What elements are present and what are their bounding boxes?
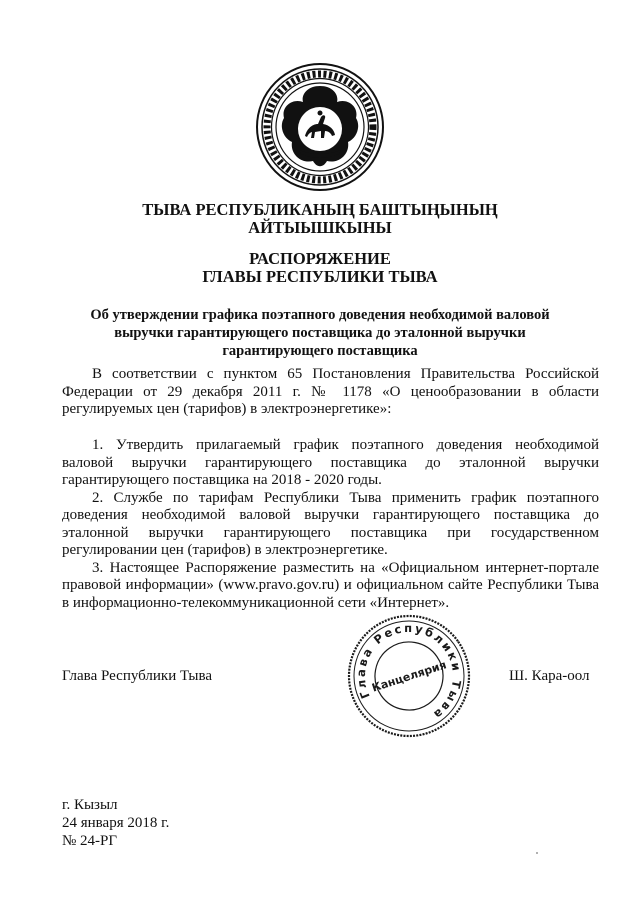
document-number: № 24-РГ — [62, 833, 118, 849]
preamble-text: В соответствии с пунктом 65 Постановления Правительства Российской Федерации от 29 декабря 2011 г. № 1178 «О ценообразовании в области регулируемых цен (тарифов) в электроэнергетике»: — [62, 366, 599, 417]
order-item-3: 3. Настоящее Распоряжение разместить на «Официальном интернет-портале правовой информации» (www.pravo.gov.ru) и официальном сайте Республики Тыва в информационно-телекоммуникационной сети «Интернет». — [62, 559, 599, 611]
document-type-line1: РАСПОРЯЖЕНИЕ — [249, 249, 391, 268]
order-items — [62, 437, 599, 612]
tyva-coat-of-arms-icon — [255, 62, 385, 192]
signatory-name: Ш. Кара-оол — [509, 668, 590, 684]
place-of-signing: г. Кызыл — [62, 797, 118, 813]
issuer-title — [0, 201, 640, 237]
svg-text:Канцелярия: Канцелярия — [370, 658, 448, 695]
issuer-title-line2: АЙТЫЫШКЫНЫ — [248, 218, 392, 237]
signatory-position: Глава Республики Тыва — [62, 668, 213, 684]
preamble — [62, 366, 599, 419]
document-type — [0, 250, 640, 286]
scan-speck — [536, 852, 538, 854]
order-item-1: 1. Утвердить прилагаемый график поэтапного доведения необходимой валовой выручки гарантирующего поставщика до эталонной выручки гарантирующего поставщика на 2018 - 2020 годы. — [62, 437, 599, 488]
document-date: 24 января 2018 г. — [62, 815, 170, 831]
order-item-2: 2. Службе по тарифам Республики Тыва применить график поэтапного доведения необходимой валовой выручки гарантирующего поставщика до эталонной выручки гарантирующего поставщика при государственном регулировании цен (тарифов) в электроэнергетике. — [62, 489, 599, 558]
svg-text:Глава Республики Тыва: Глава Республики Тыва — [353, 620, 465, 724]
document-subject-line1: Об утверждении графика поэтапного доведения необходимой валовой — [90, 307, 550, 323]
document-type-line2: ГЛАВЫ РЕСПУБЛИКИ ТЫВА — [202, 267, 438, 286]
document-subject — [0, 306, 640, 360]
document-subject-line2: выручки гарантирующего поставщика до эталонной выручки — [114, 325, 526, 341]
document-footer — [62, 796, 169, 850]
issuer-title-line1: ТЫВА РЕСПУБЛИКАНЫҢ БАШТЫҢЫНЫҢ — [142, 200, 498, 219]
document-subject-line3: гарантирующего поставщика — [222, 343, 418, 359]
official-stamp-icon — [345, 612, 473, 740]
